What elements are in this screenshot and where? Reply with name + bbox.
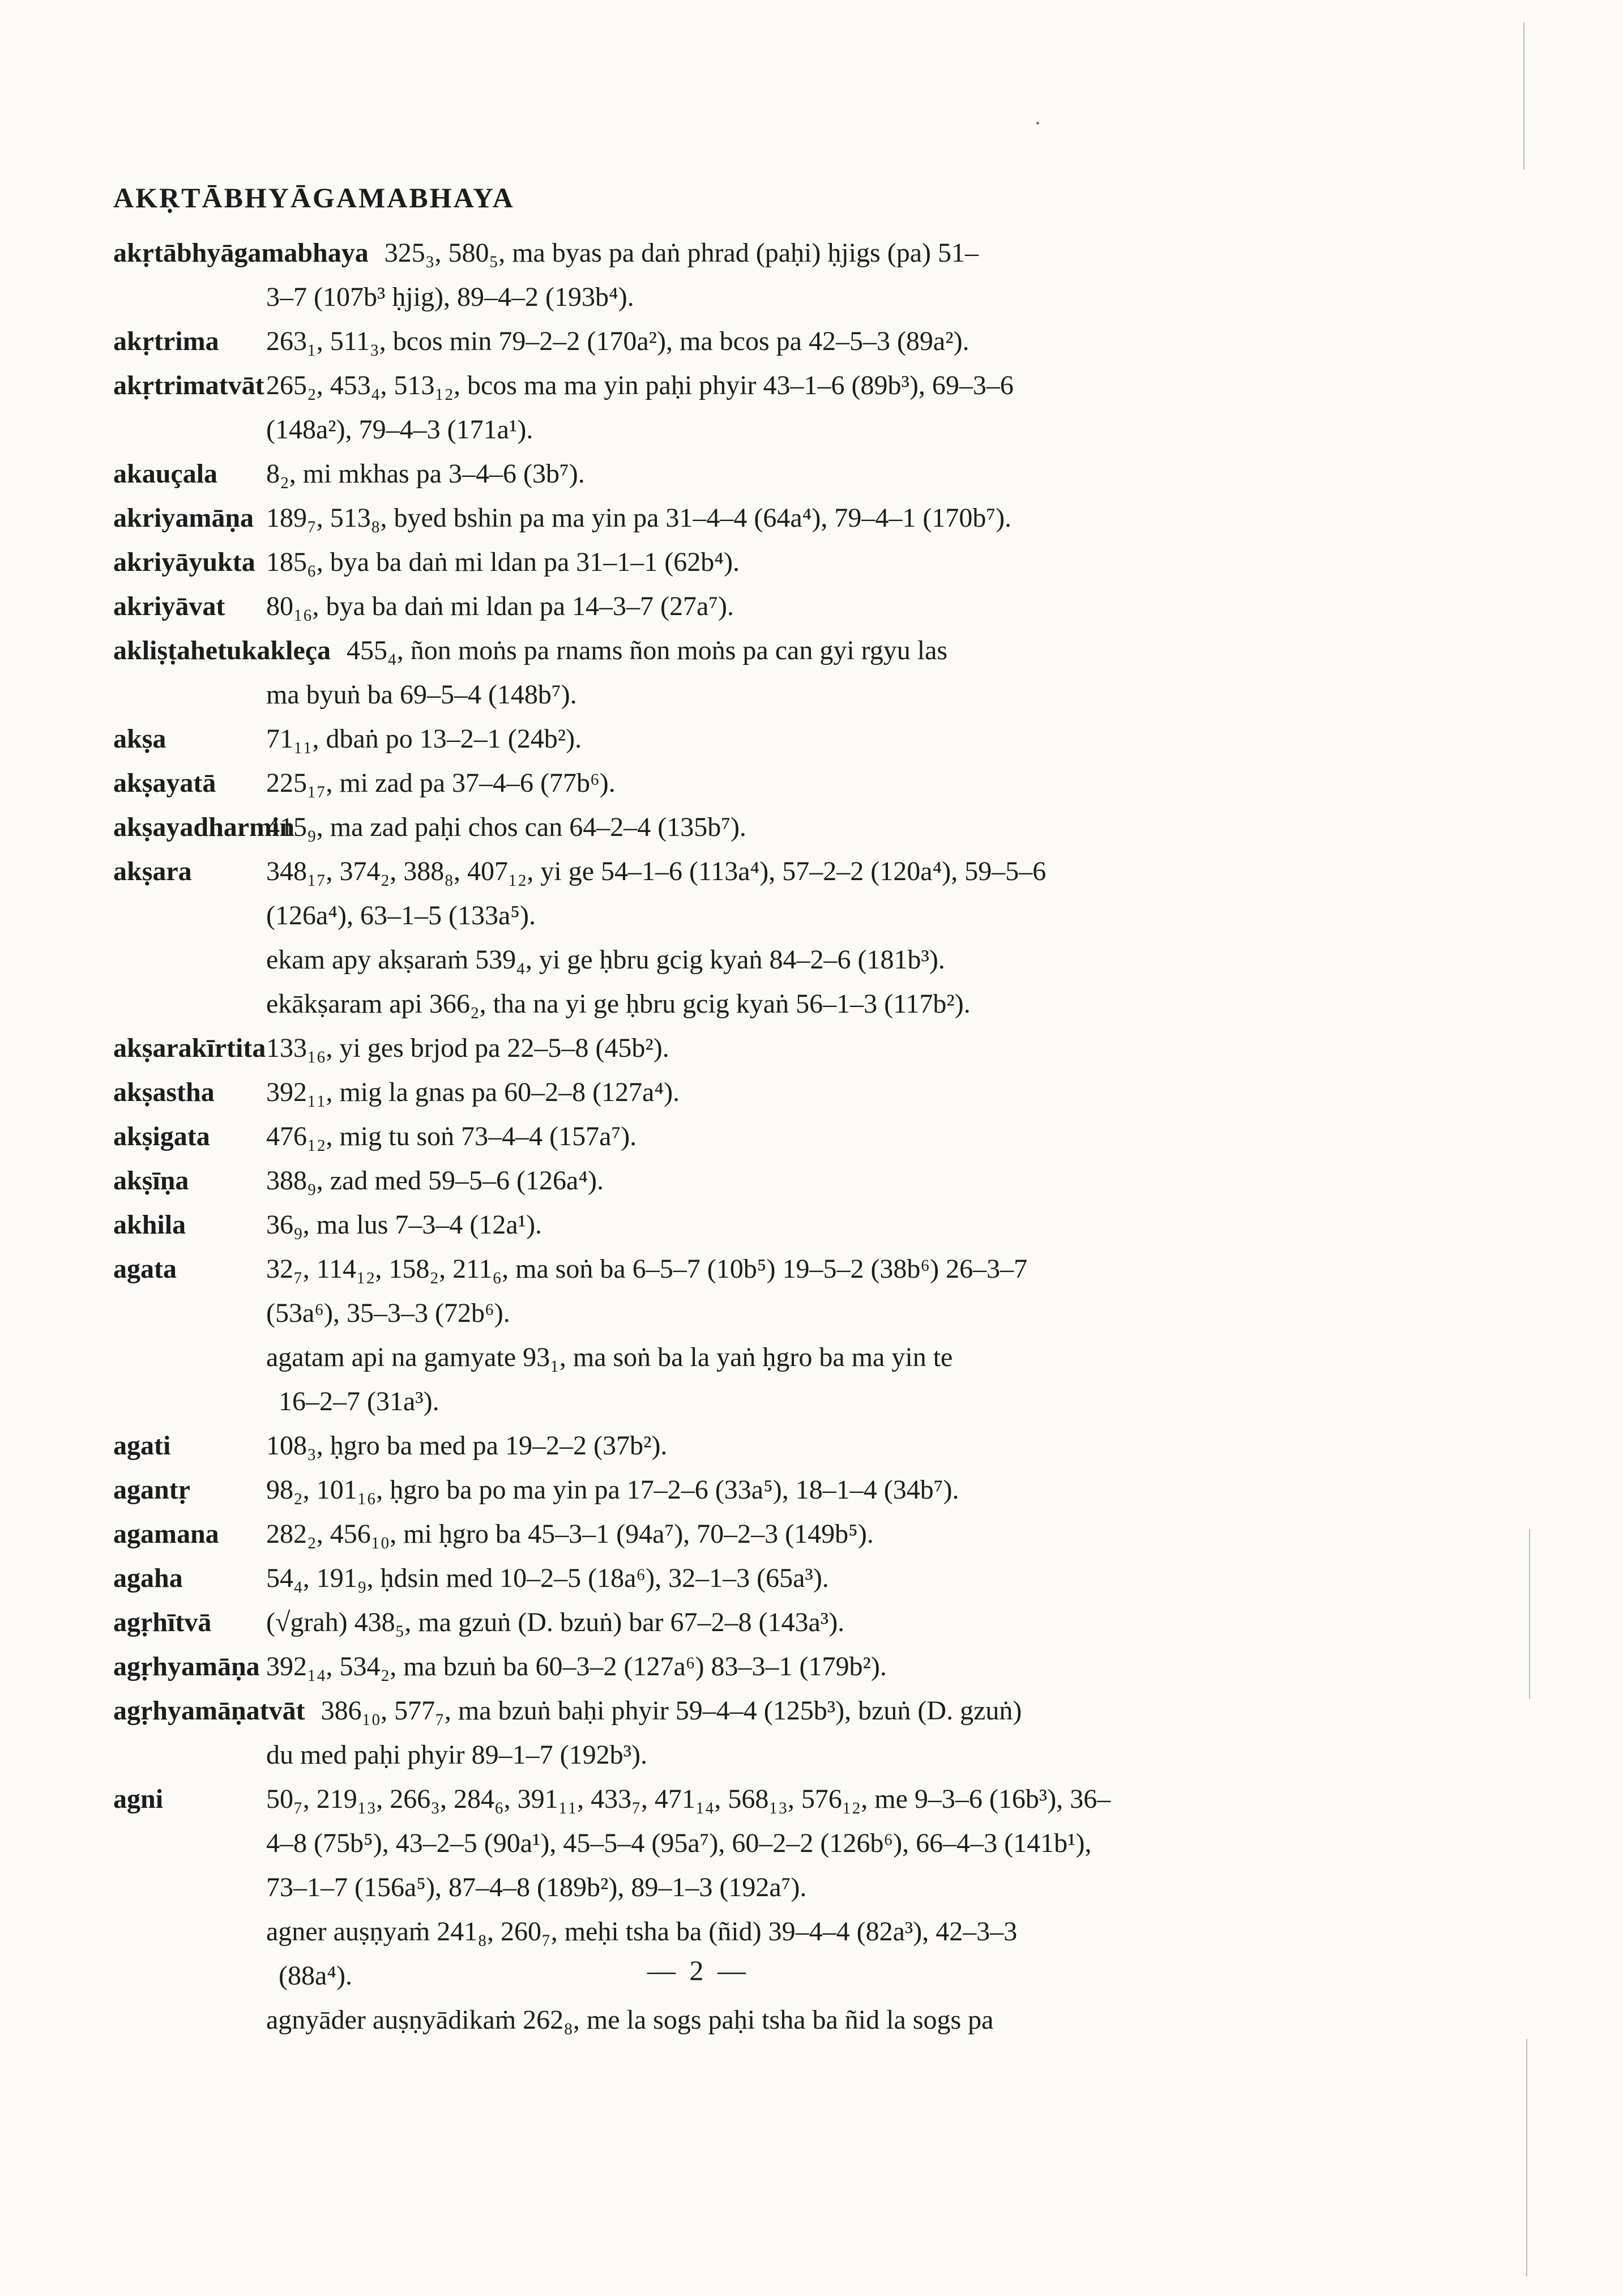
- entry-continuation: 4–8 (75b⁵), 43–2–5 (90a¹), 45–5–4 (95a⁷), 60–2–2 (126b⁶), 66–4–3 (141b¹),: [266, 1828, 1092, 1858]
- entry-row: [113, 1777, 1291, 1821]
- entry-row: [113, 761, 1291, 805]
- entry-text: 476₁₂, mig tu soṅ 73–4–4 (157a⁷).: [266, 1121, 637, 1151]
- sub-entry: agatam api na gamyate 93₁, ma soṅ ba la yaṅ ḥgro ba ma yin te: [266, 1342, 953, 1372]
- entry-text: 386₁₀, 577₇, ma bzuṅ baḥi phyir 59–4–4 (125b³), bzuṅ (D. gzuṅ): [321, 1696, 1022, 1726]
- entry-row: [113, 1424, 1291, 1468]
- entry-continuation: 3–7 (107b³ ḥjig), 89–4–2 (193b⁴).: [266, 282, 634, 312]
- sub-entry-continuation: (88a⁴).: [279, 1961, 353, 1991]
- entry-text: 325₃, 580₅, ma byas pa daṅ phrad (paḥi) ḥjigs (pa) 51–: [384, 238, 979, 268]
- scan-edge-mark: [1526, 2039, 1527, 2277]
- entry-continuation: 73–1–7 (156a⁵), 87–4–8 (189b²), 89–1–3 (192a⁷).: [266, 1872, 807, 1902]
- entry-row: [113, 629, 1291, 673]
- entry-text: 133₁₆, yi ges brjod pa 22–5–8 (45b²).: [266, 1033, 669, 1063]
- entry-text: 108₃, ḥgro ba med pa 19–2–2 (37b²).: [266, 1431, 668, 1461]
- entry-headword: akṣarakīrtita: [113, 1033, 266, 1063]
- entry-headword: akhila: [113, 1210, 186, 1240]
- entry-headword: akṛtrimatvāt: [113, 370, 264, 400]
- entry-row: [113, 584, 1291, 629]
- entry-headword: agṛhyamāṇa: [113, 1651, 260, 1682]
- sub-entry: ekākṣaram api 366₂, tha na yi ge ḥbru gcig kyaṅ 56–1–3 (117b²).: [266, 989, 971, 1019]
- entry-row: [113, 540, 1291, 584]
- entry-headword: akriyāvat: [113, 591, 225, 621]
- entry-headword: akliṣṭahetukakleça: [113, 635, 331, 665]
- entry-headword: agamana: [113, 1519, 219, 1549]
- entry-row: [113, 717, 1291, 761]
- entry-text: 8₂, mi mkhas pa 3–4–6 (3b⁷).: [266, 459, 585, 489]
- entry-row: [113, 364, 1291, 408]
- entry-headword: agṛhyamāṇatvāt: [113, 1696, 305, 1726]
- entry-text: 263₁, 511₃, bcos min 79–2–2 (170a²), ma bcos pa 42–5–3 (89a²).: [266, 326, 969, 356]
- entry-row: [113, 1247, 1291, 1291]
- entry-text: 189₇, 513₈, byed bshin pa ma yin pa 31–4–4 (64a⁴), 79–4–1 (170b⁷).: [266, 503, 1012, 533]
- entry-headword: akṣīṇa: [113, 1166, 189, 1196]
- entry-row: [113, 1601, 1291, 1645]
- entry-headword: akṣigata: [113, 1121, 210, 1151]
- entry-headword: akṣastha: [113, 1077, 215, 1107]
- entry-continuation: (126a⁴), 63–1–5 (133a⁵).: [266, 901, 536, 931]
- entry-headword: akriyamāṇa: [113, 503, 254, 533]
- entry-row: [113, 1689, 1291, 1733]
- entry-continuation: (53a⁶), 35–3–3 (72b⁶).: [266, 1298, 510, 1328]
- sub-entry: ekam apy akṣaraṁ 539₄, yi ge ḥbru gcig kyaṅ 84–2–6 (181b³).: [266, 945, 945, 975]
- entry-text: 32₇, 114₁₂, 158₂, 211₆, ma soṅ ba 6–5–7 (10b⁵) 19–5–2 (38b⁶) 26–3–7: [266, 1254, 1028, 1284]
- entry-text: 415₉, ma zad paḥi chos can 64–2–4 (135b⁷).: [266, 812, 746, 842]
- scan-speck: [1036, 122, 1039, 125]
- entry-text: 80₁₆, bya ba daṅ mi ldan pa 14–3–7 (27a⁷).: [266, 591, 734, 621]
- page-number: — 2 —: [647, 1954, 749, 1986]
- entry-row: [113, 496, 1291, 540]
- entry-row: [113, 1159, 1291, 1203]
- sub-entry: agnyāder auṣṇyādikaṁ 262₈, me la sogs paḥi tsha ba ñid la sogs pa: [266, 2005, 994, 2035]
- entry-headword: agni: [113, 1784, 164, 1814]
- entry-headword: akriyāyukta: [113, 547, 255, 577]
- entry-text: 348₁₇, 374₂, 388₈, 407₁₂, yi ge 54–1–6 (113a⁴), 57–2–2 (120a⁴), 59–5–6: [266, 856, 1047, 886]
- entry-row: [113, 452, 1291, 496]
- entry-row: [113, 1115, 1291, 1159]
- entry-headword: agantṛ: [113, 1475, 190, 1505]
- entry-text: 265₂, 453₄, 513₁₂, bcos ma ma yin paḥi phyir 43–1–6 (89b³), 69–3–6: [266, 370, 1014, 400]
- entry-text: 225₁₇, mi zad pa 37–4–6 (77b⁶).: [266, 768, 616, 798]
- entry-row: [113, 1556, 1291, 1601]
- entry-text: 455₄, ñon moṅs pa rnams ñon moṅs pa can gyi rgyu las: [347, 635, 948, 665]
- entry-row: [113, 319, 1291, 364]
- entry-text: 71₁₁, dbaṅ po 13–2–1 (24b²).: [266, 724, 582, 754]
- entry-headword: agata: [113, 1254, 177, 1284]
- entry-continuation: du med paḥi phyir 89–1–7 (192b³).: [266, 1740, 647, 1770]
- entry-headword: akṛtābhyāgamabhaya: [113, 238, 369, 268]
- dictionary-page: [113, 181, 1291, 2042]
- entry-headword: akṣayadharmin: [113, 812, 295, 842]
- entry-row: [113, 1203, 1291, 1247]
- entry-row: [113, 231, 1291, 275]
- sub-entry-continuation: 16–2–7 (31a³).: [279, 1386, 439, 1416]
- entry-row: [113, 1026, 1291, 1070]
- entry-headword: akṣara: [113, 856, 192, 886]
- entry-text: 388₉, zad med 59–5–6 (126a⁴).: [266, 1166, 604, 1196]
- entry-continuation: (148a²), 79–4–3 (171a¹).: [266, 415, 533, 445]
- entry-headword: akṣa: [113, 724, 166, 754]
- entry-headword: agaha: [113, 1563, 183, 1593]
- entry-text: 98₂, 101₁₆, ḥgro ba po ma yin pa 17–2–6 (33a⁵), 18–1–4 (34b⁷).: [266, 1475, 959, 1505]
- entry-headword: akṛtrima: [113, 326, 219, 356]
- entry-headword: akauçala: [113, 459, 218, 489]
- entry-text: 392₁₄, 534₂, ma bzuṅ ba 60–3–2 (127a⁶) 83–3–1 (179b²).: [266, 1651, 887, 1682]
- entry-row: [113, 1468, 1291, 1512]
- entry-headword: akṣayatā: [113, 768, 216, 798]
- entry-headword: agati: [113, 1431, 171, 1461]
- entry-row: [113, 805, 1291, 850]
- running-header: AKṚTĀBHYĀGAMABHAYA: [113, 182, 515, 214]
- entry-row: [113, 1645, 1291, 1689]
- entry-text: 54₄, 191₉, ḥdsin med 10–2–5 (18a⁶), 32–1–3 (65a³).: [266, 1563, 829, 1593]
- entry-text: (√grah) 438₅, ma gzuṅ (D. bzuṅ) bar 67–2–8 (143a³).: [266, 1607, 845, 1637]
- entry-text: 36₉, ma lus 7–3–4 (12a¹).: [266, 1210, 543, 1240]
- entry-text: 282₂, 456₁₀, mi ḥgro ba 45–3–1 (94a⁷), 70–2–3 (149b⁵).: [266, 1519, 874, 1549]
- entry-row: [113, 1512, 1291, 1556]
- entry-row: [113, 1070, 1291, 1115]
- entry-text: 50₇, 219₁₃, 266₃, 284₆, 391₁₁, 433₇, 471₁₄, 568₁₃, 576₁₂, me 9–3–6 (16b³), 36–: [266, 1784, 1111, 1814]
- entry-text: 392₁₁, mig la gnas pa 60–2–8 (127a⁴).: [266, 1077, 680, 1107]
- scan-edge-mark: [1529, 1529, 1530, 1699]
- entry-headword: agṛhītvā: [113, 1607, 212, 1637]
- entry-row: [113, 850, 1291, 894]
- entry-text: 185₆, bya ba daṅ mi ldan pa 31–1–1 (62b⁴).: [266, 547, 740, 577]
- entry-continuation: ma byuṅ ba 69–5–4 (148b⁷).: [266, 680, 577, 710]
- entry-list: [113, 231, 1291, 2042]
- sub-entry: agner auṣṇyaṁ 241₈, 260₇, meḥi tsha ba (ñid) 39–4–4 (82a³), 42–3–3: [266, 1917, 1018, 1947]
- scan-edge-mark: [1523, 23, 1524, 170]
